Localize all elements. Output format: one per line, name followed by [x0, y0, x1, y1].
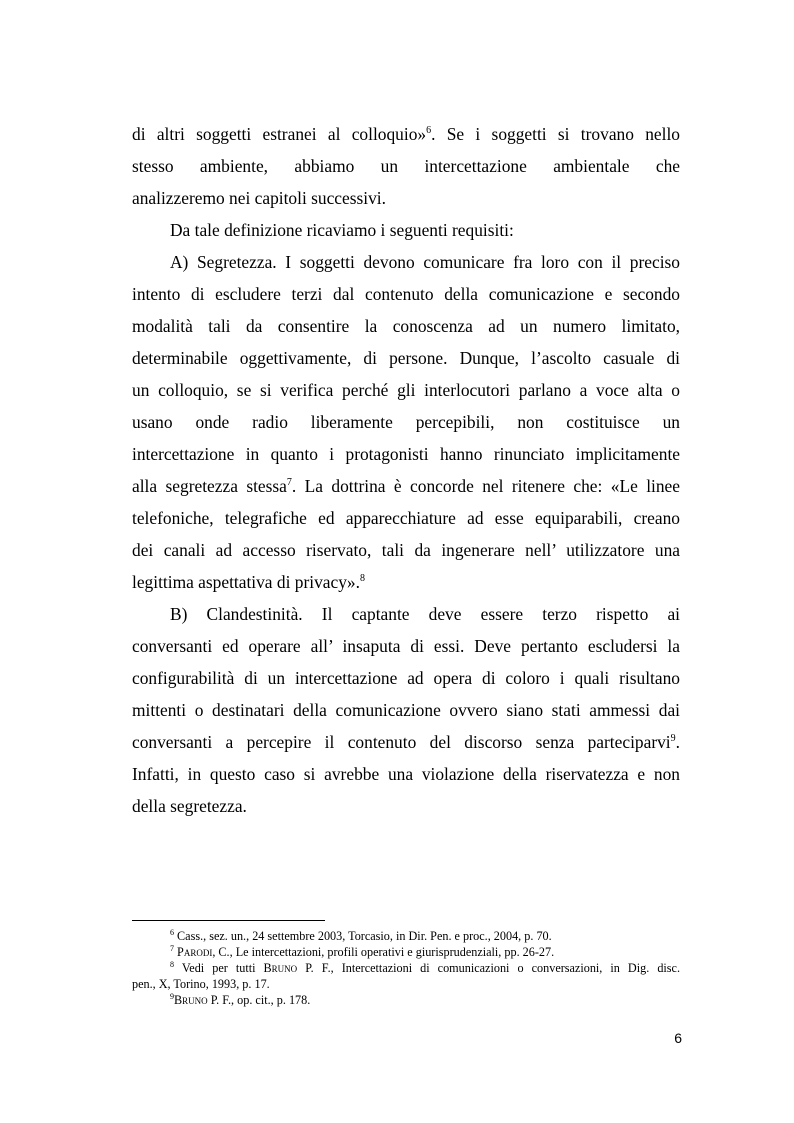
footnote-9 [170, 993, 680, 1007]
text-span: . [675, 732, 680, 752]
author-name: Parodi [177, 945, 213, 959]
body-line: conversanti ed operare all’ insaputa di essi. Deve pertanto escludersi la [132, 636, 680, 656]
footnote-text: Vedi per tutti [181, 961, 264, 975]
footnote-number: 8 [170, 960, 174, 969]
body-line [132, 476, 680, 496]
body-line [132, 124, 680, 144]
body-line: stesso ambiente, abbiamo un intercettazione ambientale che [132, 156, 680, 176]
footnote-7 [170, 945, 680, 959]
body-line: Infatti, in questo caso si avrebbe una violazione della riservatezza e non [132, 764, 680, 784]
body-line: della segretezza. [132, 796, 247, 816]
author-name: Bruno [263, 961, 298, 975]
footnote-ref-7[interactable]: 7 [286, 477, 292, 488]
body-line: analizzeremo nei capitoli successivi. [132, 188, 386, 208]
text-span: . Se i soggetti si trovano nello [431, 124, 680, 144]
body-line: un colloquio, se si verifica perché gli interlocutori parlano a voce alta o [132, 380, 680, 400]
text-span: di altri soggetti estranei al colloquio» [132, 124, 427, 144]
body-line: mittenti o destinatari della comunicazione ovvero siano stati ammessi dai [132, 700, 680, 720]
text-span: alla segretezza stessa [132, 476, 287, 496]
body-line [132, 572, 680, 592]
body-line: configurabilità di un intercettazione ad opera di coloro i quali risultano [132, 668, 680, 688]
text-span: legittima aspettativa di privacy». [132, 572, 360, 592]
footnote-ref-9[interactable]: 9 [670, 733, 676, 744]
footnote-8 [170, 961, 680, 975]
footnote-ref-6[interactable]: 6 [426, 125, 432, 136]
body-line: A) Segretezza. I soggetti devono comunicare fra loro con il preciso [170, 252, 680, 272]
body-line: intento di escludere terzi dal contenuto della comunicazione e secondo [132, 284, 680, 304]
page-number: 6 [674, 1030, 682, 1046]
footnote-8-cont: pen., X, Torino, 1993, p. 17. [132, 977, 270, 991]
body-line: B) Clandestinità. Il captante deve essere terzo rispetto ai [170, 604, 680, 624]
text-span: . La dottrina è concorde nel ritenere che: «Le linee [291, 476, 680, 496]
body-line: usano onde radio liberamente percepibili, non costituisce un [132, 412, 680, 432]
footnote-6 [170, 929, 680, 943]
body-line: dei canali ad accesso riservato, tali da ingenerare nell’ utilizzatore una [132, 540, 680, 560]
body-line: determinabile oggettivamente, di persone. Dunque, l’ascolto casuale di [132, 348, 680, 368]
author-name: Bruno [174, 993, 208, 1007]
footnote-ref-8[interactable]: 8 [359, 573, 365, 584]
body-line: intercettazione in quanto i protagonisti hanno rinunciato implicitamente [132, 444, 680, 464]
text-span: conversanti a percepire il contenuto del discorso senza parteciparvi [132, 732, 671, 752]
footnote-number: 9 [170, 992, 174, 1001]
footnote-number: 7 [170, 944, 174, 953]
body-line [132, 732, 680, 752]
body-line: telefoniche, telegrafiche ed apparecchiature ad esse equiparabili, creano [132, 508, 680, 528]
body-line: Da tale definizione ricaviamo i seguenti requisiti: [170, 220, 514, 240]
footnote-text: , C., Le intercettazioni, profili operativi e giurisprudenziali, pp. 26-27. [212, 945, 555, 959]
footnote-text: P. F., Intercettazioni di comunicazioni o conversazioni, in Dig. disc. [297, 961, 680, 975]
footnote-number: 6 [170, 928, 174, 937]
footnote-text: Cass., sez. un., 24 settembre 2003, Torcasio, in Dir. Pen. e proc., 2004, p. 70. [177, 929, 552, 943]
footnote-text: P. F., op. cit., p. 178. [207, 993, 311, 1007]
body-line: modalità tali da consentire la conoscenza ad un numero limitato, [132, 316, 680, 336]
footnote-separator [132, 920, 325, 921]
